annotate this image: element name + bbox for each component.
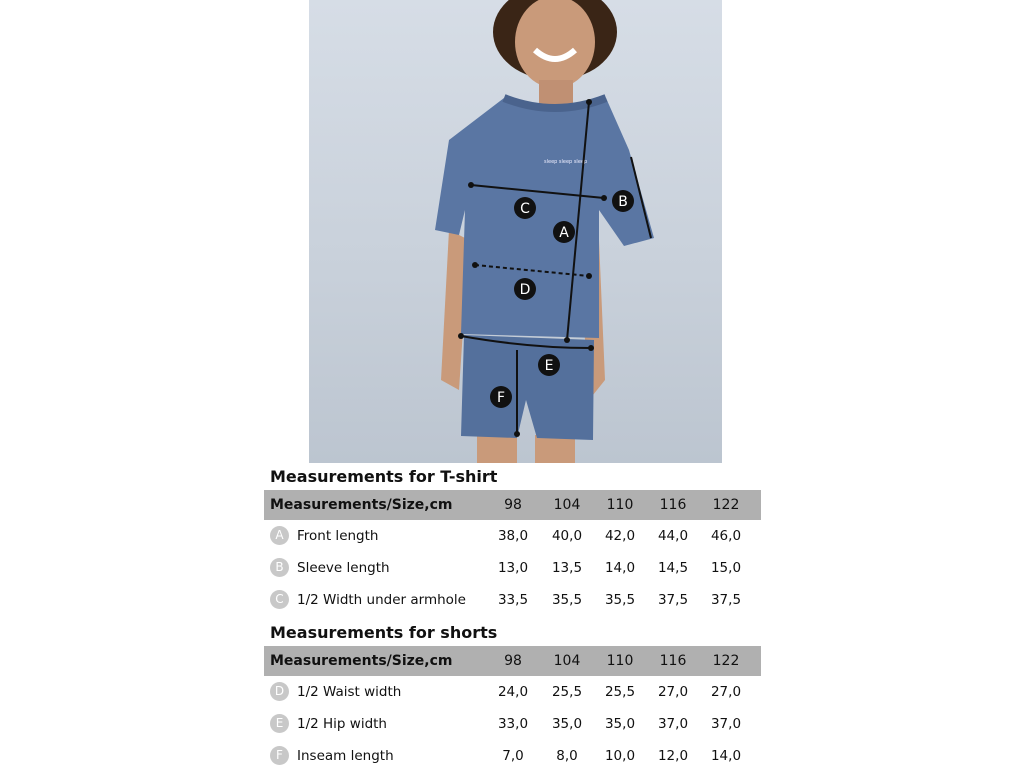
cell-value: 7,0 [502, 748, 524, 764]
shorts-table-header [264, 646, 761, 676]
svg-text:C: C [520, 201, 530, 217]
cell-value: 14,5 [657, 560, 689, 576]
marker-d [514, 278, 536, 300]
tshirt-table-header [264, 490, 761, 520]
svg-text:D: D [519, 282, 531, 298]
cell-value: 25,5 [604, 684, 636, 700]
cell-value: 33,5 [497, 592, 529, 608]
size-122: 122 [712, 497, 740, 513]
cell-value: 27,0 [710, 684, 742, 700]
cell-value: 44,0 [657, 528, 689, 544]
cell-value: 33,0 [497, 716, 529, 732]
header-label: Measurements/Size,cm [270, 653, 453, 669]
marker-f [490, 386, 512, 408]
cell-value: 37,0 [710, 716, 742, 732]
cell-value: 13,0 [497, 560, 529, 576]
cell-value: 8,0 [556, 748, 578, 764]
product-photo [309, 0, 722, 463]
size-122: 122 [712, 653, 740, 669]
marker-e [538, 354, 560, 376]
cell-value: 27,0 [657, 684, 689, 700]
table-row [264, 708, 761, 740]
cell-value: 14,0 [604, 560, 636, 576]
svg-text:F: F [496, 390, 506, 406]
table-row [264, 676, 761, 708]
letter-badge: B [270, 558, 289, 577]
table-row [264, 552, 761, 584]
size-104: 104 [553, 497, 581, 513]
marker-b [612, 190, 634, 212]
cell-value: 25,5 [551, 684, 583, 700]
cell-value: 37,5 [657, 592, 689, 608]
child-model-illustration [309, 0, 722, 463]
shorts-section-title: Measurements for shorts [270, 623, 498, 642]
marker-c [514, 197, 536, 219]
cell-value: 37,5 [710, 592, 742, 608]
cell-value: 10,0 [604, 748, 636, 764]
cell-value: 35,5 [551, 592, 583, 608]
cell-value: 46,0 [710, 528, 742, 544]
row-label: Inseam length [297, 748, 394, 764]
row-label: Sleeve length [297, 560, 390, 576]
shorts-size-table [264, 646, 761, 772]
cell-value: 15,0 [710, 560, 742, 576]
cell-value: 40,0 [551, 528, 583, 544]
cell-value: 38,0 [497, 528, 529, 544]
size-110: 110 [606, 653, 634, 669]
letter-badge: C [270, 590, 289, 609]
size-104: 104 [553, 653, 581, 669]
shirt-print-text: sleep sleep sleep [544, 159, 588, 165]
table-row [264, 740, 761, 772]
row-label: 1/2 Waist width [297, 684, 402, 700]
cell-value: 24,0 [497, 684, 529, 700]
cell-value: 35,0 [604, 716, 636, 732]
cell-value: 12,0 [657, 748, 689, 764]
header-label: Measurements/Size,cm [270, 497, 453, 513]
size-110: 110 [606, 497, 634, 513]
letter-badge: E [270, 714, 289, 733]
cell-value: 35,0 [551, 716, 583, 732]
tshirt-size-table [264, 490, 761, 616]
row-label: 1/2 Width under armhole [297, 592, 466, 608]
cell-value: 37,0 [657, 716, 689, 732]
table-row [264, 520, 761, 552]
table-row [264, 584, 761, 616]
letter-badge: D [270, 682, 289, 701]
marker-a [553, 221, 575, 243]
row-label: Front length [297, 528, 379, 544]
size-98: 98 [504, 497, 522, 513]
letter-badge: F [270, 746, 289, 765]
size-116: 116 [659, 497, 687, 513]
letter-badge: A [270, 526, 289, 545]
cell-value: 14,0 [710, 748, 742, 764]
cell-value: 35,5 [604, 592, 636, 608]
svg-text:A: A [559, 225, 569, 241]
row-label: 1/2 Hip width [297, 716, 387, 732]
svg-text:B: B [618, 194, 628, 210]
cell-value: 42,0 [604, 528, 636, 544]
tshirt-section-title: Measurements for T-shirt [270, 467, 498, 486]
svg-text:E: E [544, 358, 554, 374]
size-98: 98 [504, 653, 522, 669]
cell-value: 13,5 [551, 560, 583, 576]
size-116: 116 [659, 653, 687, 669]
